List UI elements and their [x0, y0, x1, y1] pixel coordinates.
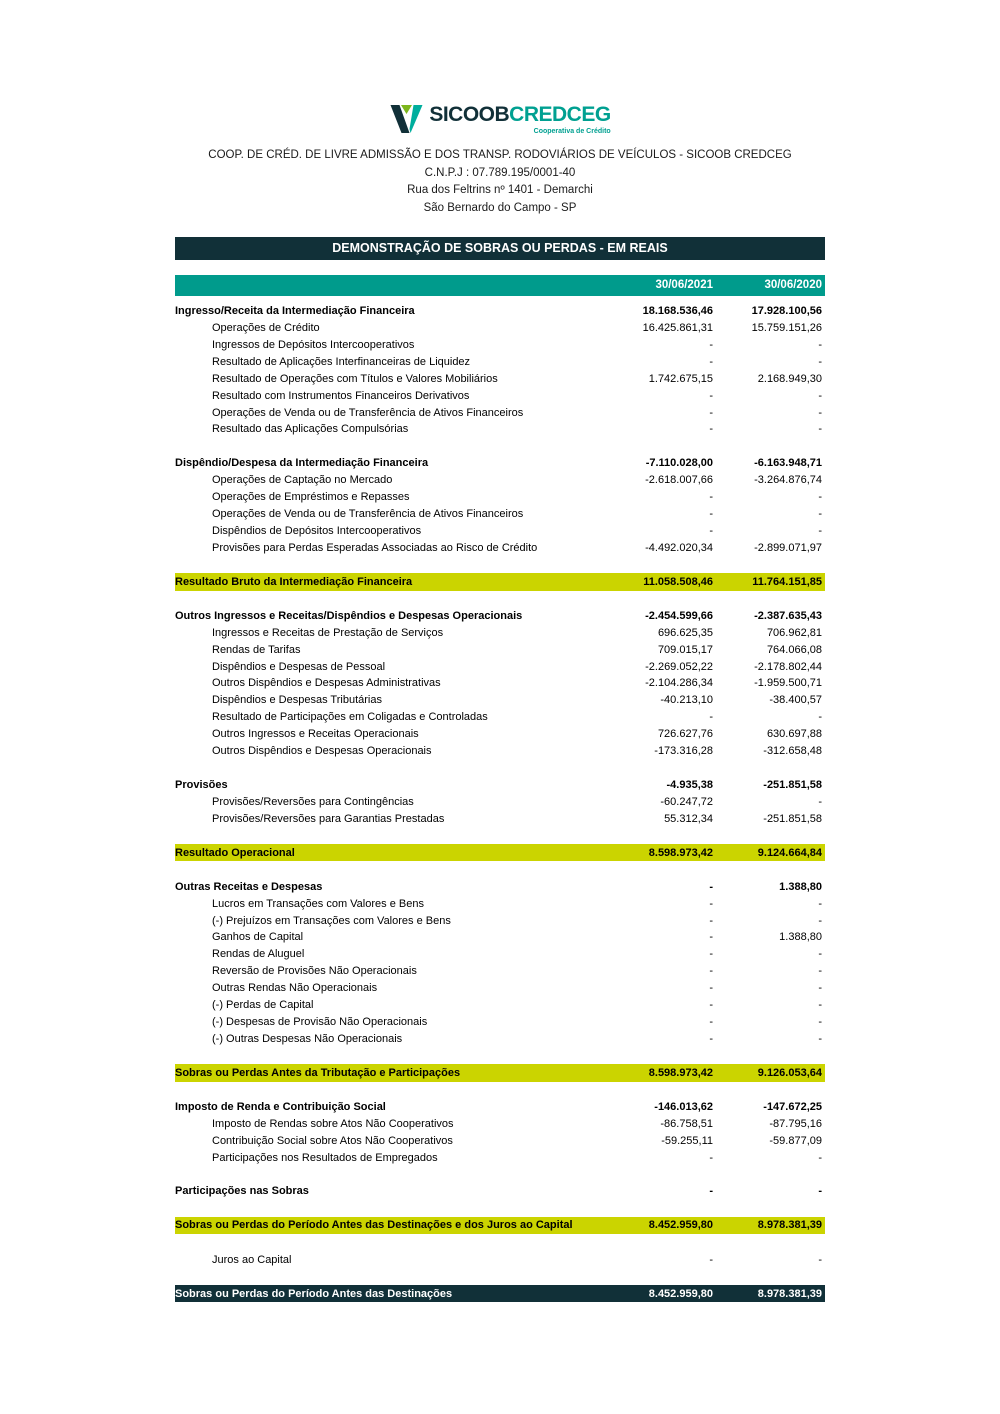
row-label: Provisões/Reversões para Contingências — [212, 795, 414, 808]
table-row — [175, 912, 825, 929]
row-value-2020: -251.851,58 — [763, 812, 822, 825]
row-value-2021: -2.454.599,66 — [645, 609, 713, 622]
company-address: Rua dos Feltrins nº 1401 - Demarchi — [407, 184, 593, 197]
row-label: (-) Prejuízos em Transações com Valores e Bens — [212, 914, 451, 927]
company-city: São Bernardo do Campo - SP — [423, 202, 577, 215]
logo-wordmark — [429, 103, 610, 127]
logo-brand-secondary: CREDCEG — [509, 103, 611, 126]
row-value-2020: - — [818, 795, 822, 808]
table-row — [175, 878, 825, 895]
table-row — [175, 726, 825, 743]
row-value-2020: - — [818, 1185, 822, 1198]
row-label: Rendas de Tarifas — [212, 643, 301, 656]
row-value-2020: - — [818, 389, 822, 402]
row-label: Outras Rendas Não Operacionais — [212, 982, 378, 995]
row-label: Operações de Captação no Mercado — [212, 474, 393, 487]
row-spacer — [175, 861, 825, 878]
row-label: (-) Perdas de Capital — [212, 998, 314, 1011]
row-value-2021: 8.452.959,80 — [648, 1219, 713, 1232]
row-label: Operações de Venda ou de Transferência de Ativos Financeiros — [212, 406, 524, 419]
row-value-2021: 709.015,17 — [657, 643, 713, 656]
row-label: Outros Dispêndios e Despesas Administrativas — [212, 677, 441, 690]
row-label: Ganhos de Capital — [212, 931, 304, 944]
table-row — [175, 1115, 825, 1132]
row-value-2021: - — [709, 914, 713, 927]
row-value-2021: - — [709, 711, 713, 724]
row-value-2020: -6.163.948,71 — [754, 457, 822, 470]
row-spacer — [175, 1166, 825, 1183]
table-row — [175, 743, 825, 760]
row-value-2020: 1.388,80 — [779, 931, 822, 944]
row-value-2021: - — [709, 880, 713, 893]
row-value-2021: - — [709, 491, 713, 504]
table-row — [175, 692, 825, 709]
row-value-2020: -147.672,25 — [763, 1100, 822, 1113]
row-value-2020: - — [818, 948, 822, 961]
row-label: Ingressos e Receitas de Prestação de Serviços — [212, 626, 444, 639]
row-value-2021: - — [709, 524, 713, 537]
company-name: COOP. DE CRÉD. DE LIVRE ADMISSÃO E DOS TRANSP. RODOVIÁRIOS DE VEÍCULOS - SICOOB CREDCEG — [208, 149, 792, 161]
table-row — [175, 946, 825, 963]
table-row — [175, 455, 825, 472]
row-label: Resultado Bruto da Intermediação Financeira — [175, 575, 413, 588]
table-row — [175, 421, 825, 438]
row-label: Resultado de Operações com Títulos e Valores Mobiliários — [212, 372, 498, 385]
row-value-2020: - — [818, 965, 822, 978]
row-value-2020: - — [818, 982, 822, 995]
row-label: Operações de Empréstimos e Repasses — [212, 491, 410, 504]
table-row — [175, 776, 825, 793]
row-value-2021: - — [709, 1015, 713, 1028]
row-value-2021: - — [709, 965, 713, 978]
row-label: Outros Ingressos e Receitas Operacionais — [212, 728, 419, 741]
column-header-2020: 30/06/2020 — [764, 279, 822, 292]
table-row — [175, 522, 825, 539]
row-value-2020: -2.899.071,97 — [754, 541, 822, 554]
company-header — [0, 147, 1000, 218]
row-value-2020: 11.764.151,85 — [752, 575, 822, 588]
row-value-2021: -7.110.028,00 — [645, 457, 713, 470]
row-value-2021: - — [709, 1253, 713, 1266]
row-label: Dispêndios de Depósitos Intercooperativos — [212, 524, 422, 537]
row-value-2020: -2.387.635,43 — [754, 609, 822, 622]
row-value-2021: -4.935,38 — [666, 778, 713, 791]
row-value-2021: - — [709, 423, 713, 436]
row-value-2020: -1.959.500,71 — [754, 677, 822, 690]
row-value-2020: 8.978.381,39 — [757, 1219, 822, 1232]
table-row — [175, 370, 825, 387]
row-label: Operações de Venda ou de Transferência de Ativos Financeiros — [212, 507, 524, 520]
row-label: Juros ao Capital — [212, 1253, 292, 1266]
table-row — [175, 658, 825, 675]
row-label: Provisões para Perdas Esperadas Associadas ao Risco de Crédito — [212, 541, 538, 554]
table-row — [175, 1149, 825, 1166]
table-row — [175, 980, 825, 997]
row-value-2020: - — [818, 491, 822, 504]
row-label: Imposto de Renda e Contribuição Social — [175, 1100, 386, 1113]
sicoob-logo-icon — [389, 103, 425, 134]
row-value-2020: - — [818, 1151, 822, 1164]
row-value-2021: -60.247,72 — [660, 795, 713, 808]
row-label: Dispêndio/Despesa da Intermediação Financeira — [175, 457, 429, 470]
row-value-2021: -4.492.020,34 — [645, 541, 713, 554]
column-header-bar — [175, 275, 825, 296]
table-row — [175, 641, 825, 658]
row-value-2020: 706.962,81 — [766, 626, 822, 639]
row-value-2021: - — [709, 948, 713, 961]
row-value-2020: -87.795,16 — [769, 1117, 822, 1130]
row-value-2020: - — [818, 998, 822, 1011]
row-value-2021: 8.452.959,80 — [648, 1287, 713, 1300]
statement — [175, 237, 825, 1303]
row-label: Resultado Operacional — [175, 846, 295, 859]
row-value-2021: -2.269.052,22 — [645, 660, 713, 673]
table-row — [175, 709, 825, 726]
table-row — [175, 1285, 825, 1303]
row-label: Resultado das Aplicações Compulsórias — [212, 423, 409, 436]
row-label: Resultado de Participações em Coligadas e Controladas — [212, 711, 488, 724]
row-label: Contribuição Social sobre Atos Não Cooperativos — [212, 1134, 453, 1147]
row-label: Ingressos de Depósitos Intercooperativos — [212, 339, 415, 352]
table-row — [175, 793, 825, 810]
row-label: Provisões — [175, 778, 228, 791]
row-value-2020: 9.124.664,84 — [757, 846, 822, 859]
row-value-2021: 8.598.973,42 — [648, 846, 713, 859]
row-label: Operações de Crédito — [212, 322, 320, 335]
logo-tagline: Cooperativa de Crédito — [533, 128, 611, 135]
row-label: Dispêndios e Despesas Tributárias — [212, 694, 382, 707]
table-row — [175, 404, 825, 421]
row-spacer — [175, 759, 825, 776]
row-value-2020: - — [818, 1015, 822, 1028]
row-label: Reversão de Provisões Não Operacionais — [212, 965, 417, 978]
row-value-2020: 8.978.381,39 — [757, 1287, 822, 1300]
row-spacer — [175, 556, 825, 573]
table-row — [175, 810, 825, 827]
row-value-2021: -146.013,62 — [654, 1100, 713, 1113]
row-value-2021: 16.425.861,31 — [642, 322, 713, 335]
row-value-2021: 1.742.675,15 — [648, 372, 713, 385]
row-label: Participações nos Resultados de Empregados — [212, 1151, 438, 1164]
row-value-2021: - — [709, 1185, 713, 1198]
table-row — [175, 506, 825, 523]
row-value-2021: - — [709, 389, 713, 402]
row-value-2020: -251.851,58 — [763, 778, 822, 791]
row-label: Participações nas Sobras — [175, 1185, 309, 1198]
table-row — [175, 489, 825, 506]
table-row — [175, 963, 825, 980]
row-value-2020: 764.066,08 — [766, 643, 822, 656]
row-value-2021: - — [709, 507, 713, 520]
row-label: Ingresso/Receita da Intermediação Financeira — [175, 305, 415, 318]
column-header-2021: 30/06/2021 — [655, 279, 713, 292]
row-value-2020: - — [818, 914, 822, 927]
table-row — [175, 607, 825, 624]
table-row — [175, 895, 825, 912]
row-label: (-) Outras Despesas Não Operacionais — [212, 1032, 403, 1045]
row-value-2020: -38.400,57 — [769, 694, 822, 707]
row-value-2021: 18.168.536,46 — [642, 305, 713, 318]
row-value-2020: 2.168.949,30 — [757, 372, 822, 385]
row-label: Sobras ou Perdas do Período Antes das Destinações — [175, 1287, 453, 1300]
row-spacer — [175, 1268, 825, 1285]
row-value-2021: - — [709, 1151, 713, 1164]
table-row — [175, 997, 825, 1014]
row-label: Dispêndios e Despesas de Pessoal — [212, 660, 386, 673]
row-label: Provisões/Reversões para Garantias Prestadas — [212, 812, 445, 825]
row-label: Resultado de Aplicações Interfinanceiras de Liquidez — [212, 355, 471, 368]
row-value-2020: - — [818, 507, 822, 520]
row-value-2021: - — [709, 406, 713, 419]
row-value-2020: - — [818, 1032, 822, 1045]
row-value-2020: - — [818, 339, 822, 352]
row-value-2020: 17.928.100,56 — [751, 305, 822, 318]
table-row — [175, 844, 825, 862]
table-row — [175, 1030, 825, 1047]
row-value-2020: - — [818, 1253, 822, 1266]
row-spacer — [175, 591, 825, 608]
table-row — [175, 675, 825, 692]
table-row — [175, 1132, 825, 1149]
row-value-2020: - — [818, 524, 822, 537]
row-value-2021: 55.312,34 — [664, 812, 713, 825]
table-row — [175, 303, 825, 320]
row-value-2020: - — [818, 423, 822, 436]
row-value-2021: 726.627,76 — [657, 728, 713, 741]
row-value-2021: -2.618.007,66 — [645, 474, 713, 487]
row-label: Sobras ou Perdas do Período Antes das Destinações e dos Juros ao Capital — [175, 1219, 573, 1232]
row-value-2021: - — [709, 339, 713, 352]
row-label: Lucros em Transações com Valores e Bens — [212, 897, 424, 910]
table-row — [175, 337, 825, 354]
row-spacer — [175, 1082, 825, 1099]
row-value-2021: - — [709, 998, 713, 1011]
row-value-2020: -59.877,09 — [769, 1134, 822, 1147]
row-value-2020: - — [818, 406, 822, 419]
table-row — [175, 320, 825, 337]
row-label: Outras Receitas e Despesas — [175, 880, 323, 893]
statement-title: DEMONSTRAÇÃO DE SOBRAS OU PERDAS - EM REAIS — [175, 237, 825, 260]
row-value-2020: - — [818, 897, 822, 910]
row-value-2020: -2.178.802,44 — [754, 660, 822, 673]
row-value-2021: -173.316,28 — [654, 745, 713, 758]
row-value-2020: 630.697,88 — [766, 728, 822, 741]
table-row — [175, 624, 825, 641]
row-label: Resultado com Instrumentos Financeiros Derivativos — [212, 389, 470, 402]
table-row — [175, 929, 825, 946]
row-value-2021: 696.625,35 — [657, 626, 713, 639]
row-value-2020: 1.388,80 — [779, 880, 822, 893]
row-value-2020: - — [818, 711, 822, 724]
row-value-2021: 11.058.508,46 — [643, 575, 713, 588]
row-value-2021: 8.598.973,42 — [648, 1066, 713, 1079]
row-spacer — [175, 1200, 825, 1217]
row-value-2021: -2.104.286,34 — [645, 677, 713, 690]
row-spacer — [175, 1234, 825, 1251]
row-label: Sobras ou Perdas Antes da Tributação e Participações — [175, 1066, 461, 1079]
row-label: Imposto de Rendas sobre Atos Não Cooperativos — [212, 1117, 454, 1130]
table-row — [175, 353, 825, 370]
row-spacer — [175, 827, 825, 844]
row-label: Outros Dispêndios e Despesas Operacionais — [212, 745, 432, 758]
statement-rows — [175, 303, 825, 1303]
table-row — [175, 573, 825, 591]
row-value-2021: - — [709, 931, 713, 944]
row-value-2020: -3.264.876,74 — [754, 474, 822, 487]
row-spacer — [175, 1047, 825, 1064]
row-value-2021: - — [709, 1032, 713, 1045]
table-row — [175, 1217, 825, 1235]
table-row — [175, 1251, 825, 1268]
row-value-2020: 9.126.053,64 — [757, 1066, 822, 1079]
row-value-2021: - — [709, 897, 713, 910]
row-spacer — [175, 438, 825, 455]
row-value-2021: -40.213,10 — [660, 694, 713, 707]
row-value-2021: - — [709, 355, 713, 368]
row-value-2021: -59.255,11 — [661, 1134, 713, 1147]
table-row — [175, 1064, 825, 1082]
row-value-2021: -86.758,51 — [660, 1117, 713, 1130]
row-label: Rendas de Aluguel — [212, 948, 305, 961]
table-row — [175, 1013, 825, 1030]
table-row — [175, 1099, 825, 1116]
row-value-2021: - — [709, 982, 713, 995]
table-row — [175, 387, 825, 404]
row-value-2020: 15.759.151,26 — [751, 322, 822, 335]
row-value-2020: - — [818, 355, 822, 368]
row-value-2020: -312.658,48 — [763, 745, 822, 758]
row-label: (-) Despesas de Provisão Não Operacionais — [212, 1015, 428, 1028]
company-cnpj: C.N.P.J : 07.789.195/0001-40 — [424, 166, 576, 179]
logo-brand-primary: SICOOB — [429, 103, 510, 126]
table-row — [175, 1183, 825, 1200]
table-row — [175, 539, 825, 556]
table-row — [175, 472, 825, 489]
logo — [0, 103, 1000, 135]
row-label: Outros Ingressos e Receitas/Dispêndios e Despesas Operacionais — [175, 609, 523, 622]
